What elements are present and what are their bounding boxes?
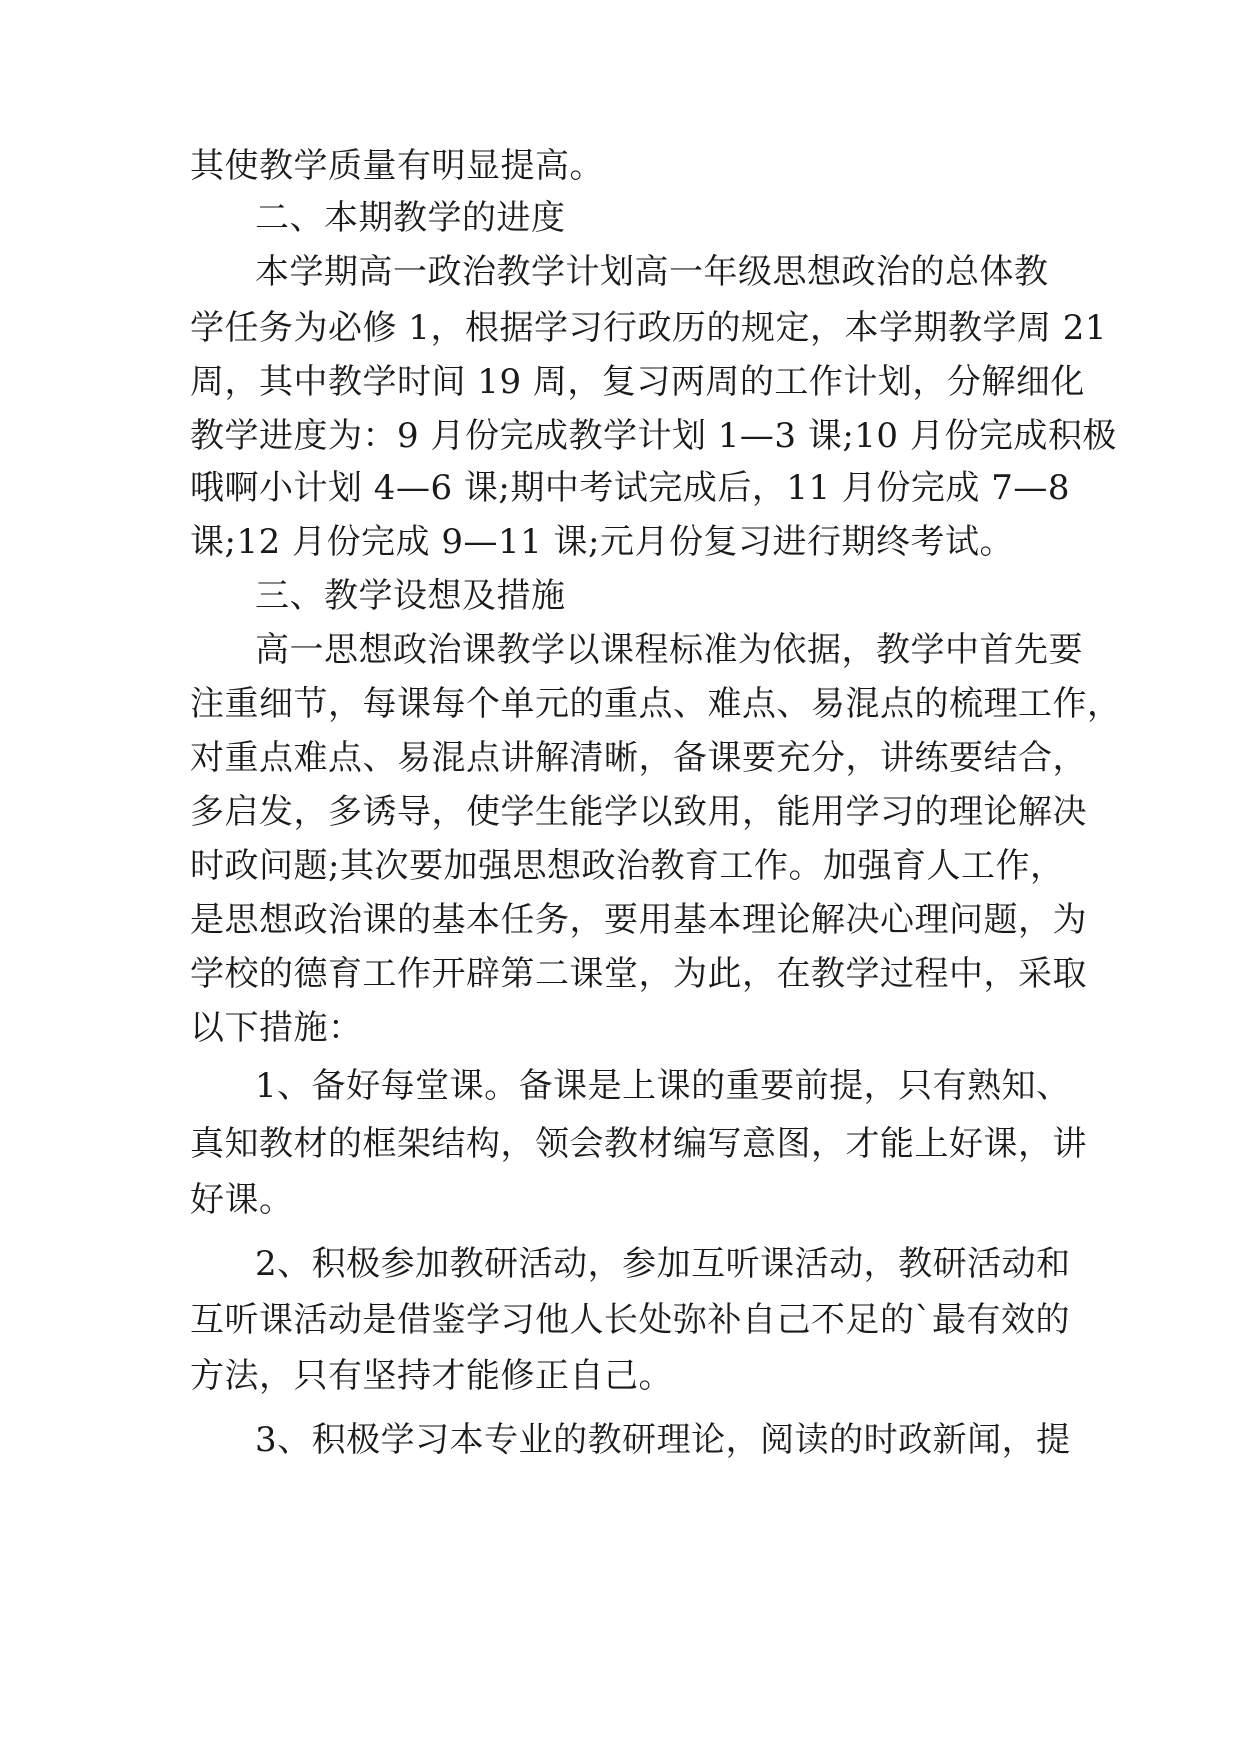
text-line: 注重细节，每课每个单元的重点、难点、易混点的梳理工作，	[190, 684, 1122, 724]
text-line: 互听课活动是借鉴学习他人长处弥补自己不足的`最有效的	[190, 1300, 1070, 1340]
text-line: 多启发，多诱导，使学生能学以致用，能用学习的理论解决	[190, 792, 1087, 832]
text-line: 方法，只有坚持才能修正自己。	[190, 1356, 673, 1396]
text-line: 对重点难点、易混点讲解清晰，备课要充分，讲练要结合，	[190, 738, 1087, 778]
text-line: 本学期高一政治教学计划高一年级思想政治的总体教	[255, 252, 1049, 292]
text-line: 课;12 月份完成 9—11 课;元月份复习进行期终考试。	[190, 522, 1014, 562]
section-heading: 二、本期教学的进度	[255, 198, 566, 238]
text-line: 是思想政治课的基本任务，要用基本理论解决心理问题，为	[190, 900, 1087, 940]
list-item: 3、积极学习本专业的教研理论，阅读的时政新闻，提	[255, 1420, 1071, 1460]
section-heading: 三、教学设想及措施	[255, 576, 566, 616]
text-line: 哦啊小计划 4—6 课;期中考试完成后，11 月份完成 7—8	[190, 468, 1070, 508]
text-line: 教学进度为：9 月份完成教学计划 1—3 课;10 月份完成积极	[190, 416, 1117, 456]
text-line: 以下措施：	[190, 1008, 363, 1048]
text-line: 其使教学质量有明显提高。	[190, 146, 604, 186]
text-line: 好课。	[190, 1180, 294, 1220]
text-line: 学校的德育工作开辟第二课堂，为此，在教学过程中，采取	[190, 954, 1087, 994]
text-line: 周，其中教学时间 19 周，复习两周的工作计划，分解细化	[190, 362, 1085, 402]
text-line: 时政问题;其次要加强思想政治教育工作。加强育人工作，	[190, 846, 1065, 886]
text-line: 真知教材的框架结构，领会教材编写意图，才能上好课，讲	[190, 1124, 1087, 1164]
list-item: 2、积极参加教研活动，参加互听课活动，教研活动和	[255, 1244, 1071, 1284]
text-line: 学任务为必修 1，根据学习行政历的规定，本学期教学周 21	[190, 308, 1108, 348]
list-item: 1、备好每堂课。备课是上课的重要前提，只有熟知、	[255, 1066, 1071, 1106]
text-line: 高一思想政治课教学以课程标准为依据，教学中首先要	[255, 630, 1083, 670]
